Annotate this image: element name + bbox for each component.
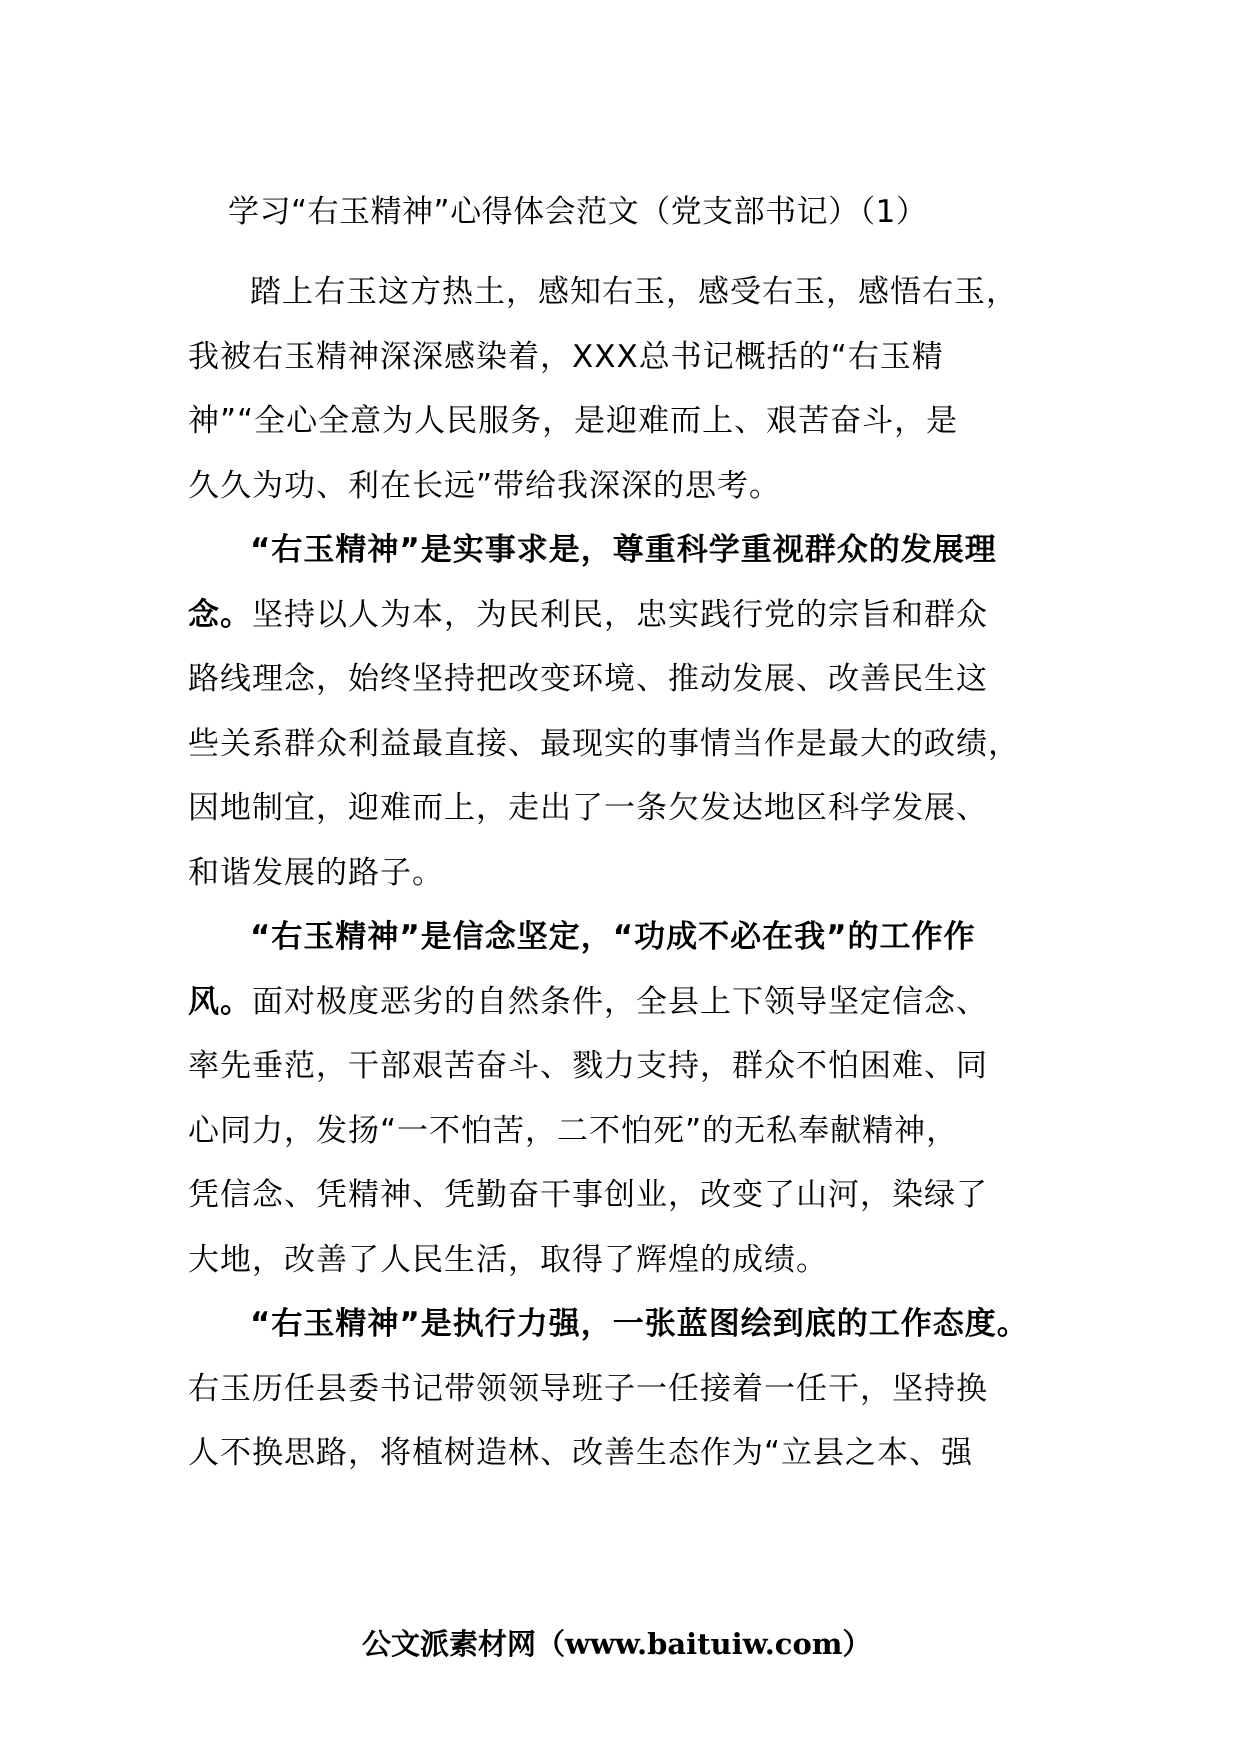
paragraph-line: 久久为功、利在长远”带给我深深的思考。 bbox=[188, 467, 782, 504]
paragraph-line: 些关系群众利益最直接、最现实的事情当作是最大的政绩， bbox=[188, 725, 1020, 762]
paragraph-line: 人不换思路，将植树造林、改善生态作为“立县之本、强 bbox=[188, 1435, 974, 1471]
footer-watermark: 公文派素材网（www.baituiw.com） bbox=[362, 1627, 872, 1661]
paragraph-line bbox=[188, 970, 1068, 1035]
paragraph-development-concept bbox=[188, 518, 1068, 905]
paragraph-line: 率先垂范，干部艰苦奋斗、戮力支持，群众不怕困难、同 bbox=[188, 1048, 988, 1084]
paragraph-work-style bbox=[188, 905, 1068, 1292]
document-body bbox=[188, 260, 1068, 1486]
section-heading-end: 风。 bbox=[188, 983, 252, 1020]
paragraph-line: 和谐发展的路子。 bbox=[188, 854, 444, 891]
paragraph-line: 路线理念，始终坚持把改变环境、推动发展、改善民生这 bbox=[188, 661, 988, 697]
paragraph-intro bbox=[188, 260, 1068, 518]
paragraph-line: 因地制宜，迎难而上，走出了一条欠发达地区科学发展、 bbox=[188, 790, 988, 826]
paragraph-text: 面对极度恶劣的自然条件，全县上下领导坚定信念、 bbox=[252, 983, 988, 1020]
section-heading-end: 念。 bbox=[188, 596, 252, 633]
section-heading: “右玉精神”是信念坚定，“功成不必在我”的工作作 bbox=[250, 919, 976, 955]
paragraph-line: 神”“全心全意为人民服务，是迎难而上、艰苦奋斗，是 bbox=[188, 403, 959, 439]
paragraph-line: 右玉历任县委书记带领领导班子一任接着一任干，坚持换 bbox=[188, 1370, 988, 1407]
paragraph-line: 大地，改善了人民生活，取得了辉煌的成绩。 bbox=[188, 1241, 828, 1278]
paragraph-line: 心同力，发扬“一不怕苦，二不怕死”的无私奉献精神， bbox=[188, 1112, 959, 1149]
paragraph-line: 我被右玉精神深深感染着，XXX总书记概括的“右玉精 bbox=[188, 338, 944, 375]
paragraph-line: 踏上右玉这方热土，感知右玉，感受右玉，感悟右玉， bbox=[250, 274, 1018, 310]
document-title: 学习“右玉精神”心得体会范文（党支部书记）（1） bbox=[228, 194, 928, 230]
paragraph-line bbox=[188, 583, 1068, 648]
section-heading: “右玉精神”是实事求是，尊重科学重视群众的发展理 bbox=[250, 532, 997, 568]
section-heading: “右玉精神”是执行力强，一张蓝图绘到底的工作态度。 bbox=[250, 1306, 1029, 1342]
paragraph-text: 坚持以人为本，为民利民，忠实践行党的宗旨和群众 bbox=[252, 596, 988, 633]
paragraph-work-attitude bbox=[188, 1292, 1068, 1486]
paragraph-line: 凭信念、凭精神、凭勤奋干事创业，改变了山河，染绿了 bbox=[188, 1177, 988, 1213]
